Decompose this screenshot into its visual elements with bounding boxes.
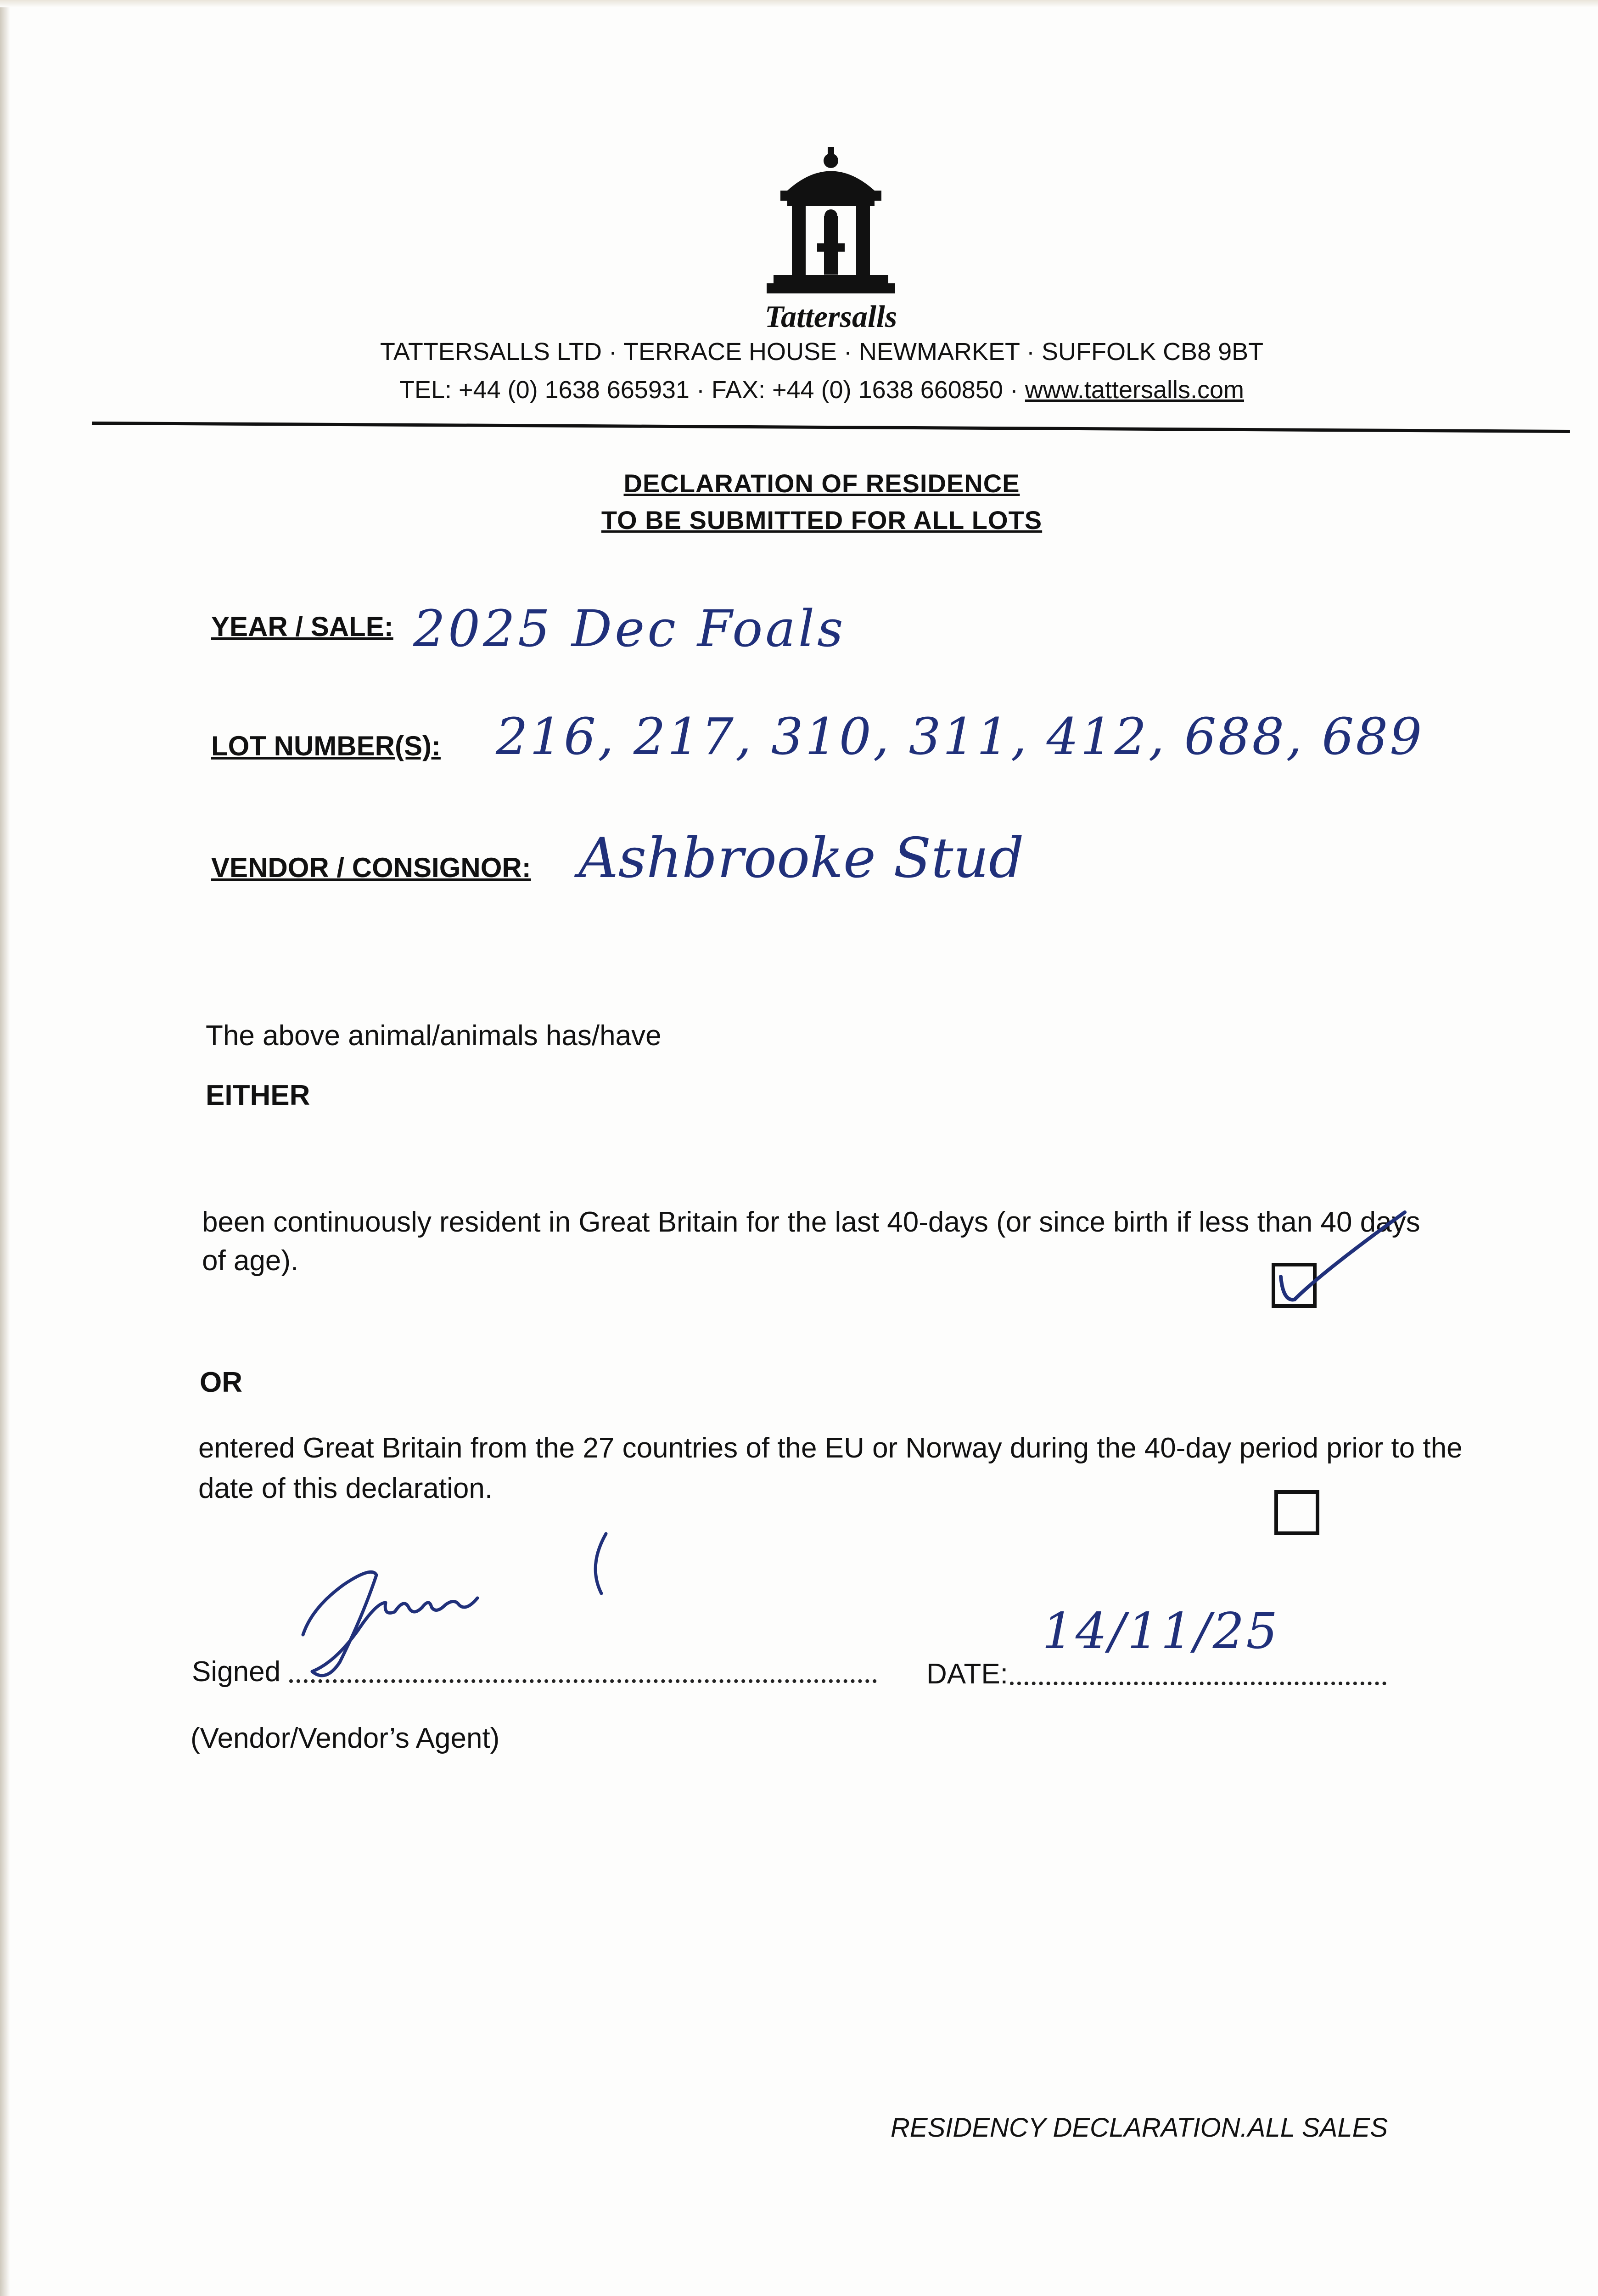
lot-numbers-value[interactable]: 216, 217, 310, 311, 412, 688, 689	[496, 707, 1424, 766]
website-link[interactable]: www.tattersalls.com	[1025, 376, 1245, 404]
vendor-agent-label: (Vendor/Vendor’s Agent)	[191, 1722, 500, 1754]
lot-numbers-label: LOT NUMBER(S):	[211, 731, 441, 761]
header-divider	[92, 422, 1570, 433]
option2-text: entered Great Britain from the 27 countries of the EU or Norway during the 40-day period prior to the date of this declaration.	[198, 1432, 1463, 1504]
date-value[interactable]: 14/11/25	[1042, 1603, 1280, 1660]
contact-numbers: TEL: +44 (0) 1638 665931 · FAX: +44 (0) 1638 660850 ·	[399, 376, 1025, 404]
option1-text: been continuously resident in Great Britain for the last 40-days (or since birth if less than 40 days of age).	[202, 1206, 1420, 1277]
company-address: TATTERSALLS LTD · TERRACE HOUSE · NEWMARKET · SUFFOLK CB8 9BT	[380, 338, 1264, 366]
either-heading: EITHER	[206, 1080, 310, 1111]
contact-line	[321, 376, 1322, 404]
date-label: DATE:	[926, 1658, 1008, 1690]
tattersalls-logo-icon	[760, 147, 902, 298]
vendor-label: VENDOR / CONSIGNOR:	[211, 852, 531, 883]
or-heading: OR	[200, 1367, 242, 1398]
year-sale-value[interactable]: 2025 Dec Foals	[413, 599, 846, 658]
year-sale-label: YEAR / SALE:	[211, 611, 393, 642]
checkmark-icon	[1267, 1203, 1414, 1322]
document-subtitle: TO BE SUBMITTED FOR ALL LOTS	[601, 506, 1043, 535]
signed-label: Signed	[192, 1656, 281, 1688]
handwritten-signature[interactable]	[285, 1525, 634, 1699]
footer-reference: RESIDENCY DECLARATION.ALL SALES	[891, 2113, 1388, 2143]
declaration-intro: The above animal/animals has/have	[206, 1020, 662, 1052]
date-line	[1010, 1663, 1386, 1685]
page-top-edge	[0, 0, 1598, 7]
option2-checkbox[interactable]	[1274, 1490, 1319, 1535]
brand-name: Tattersalls	[764, 299, 897, 334]
vendor-value[interactable]: Ashbrooke Stud	[578, 827, 1024, 890]
document-title: DECLARATION OF RESIDENCE	[623, 469, 1020, 498]
page-edge-shadow	[0, 0, 10, 2296]
